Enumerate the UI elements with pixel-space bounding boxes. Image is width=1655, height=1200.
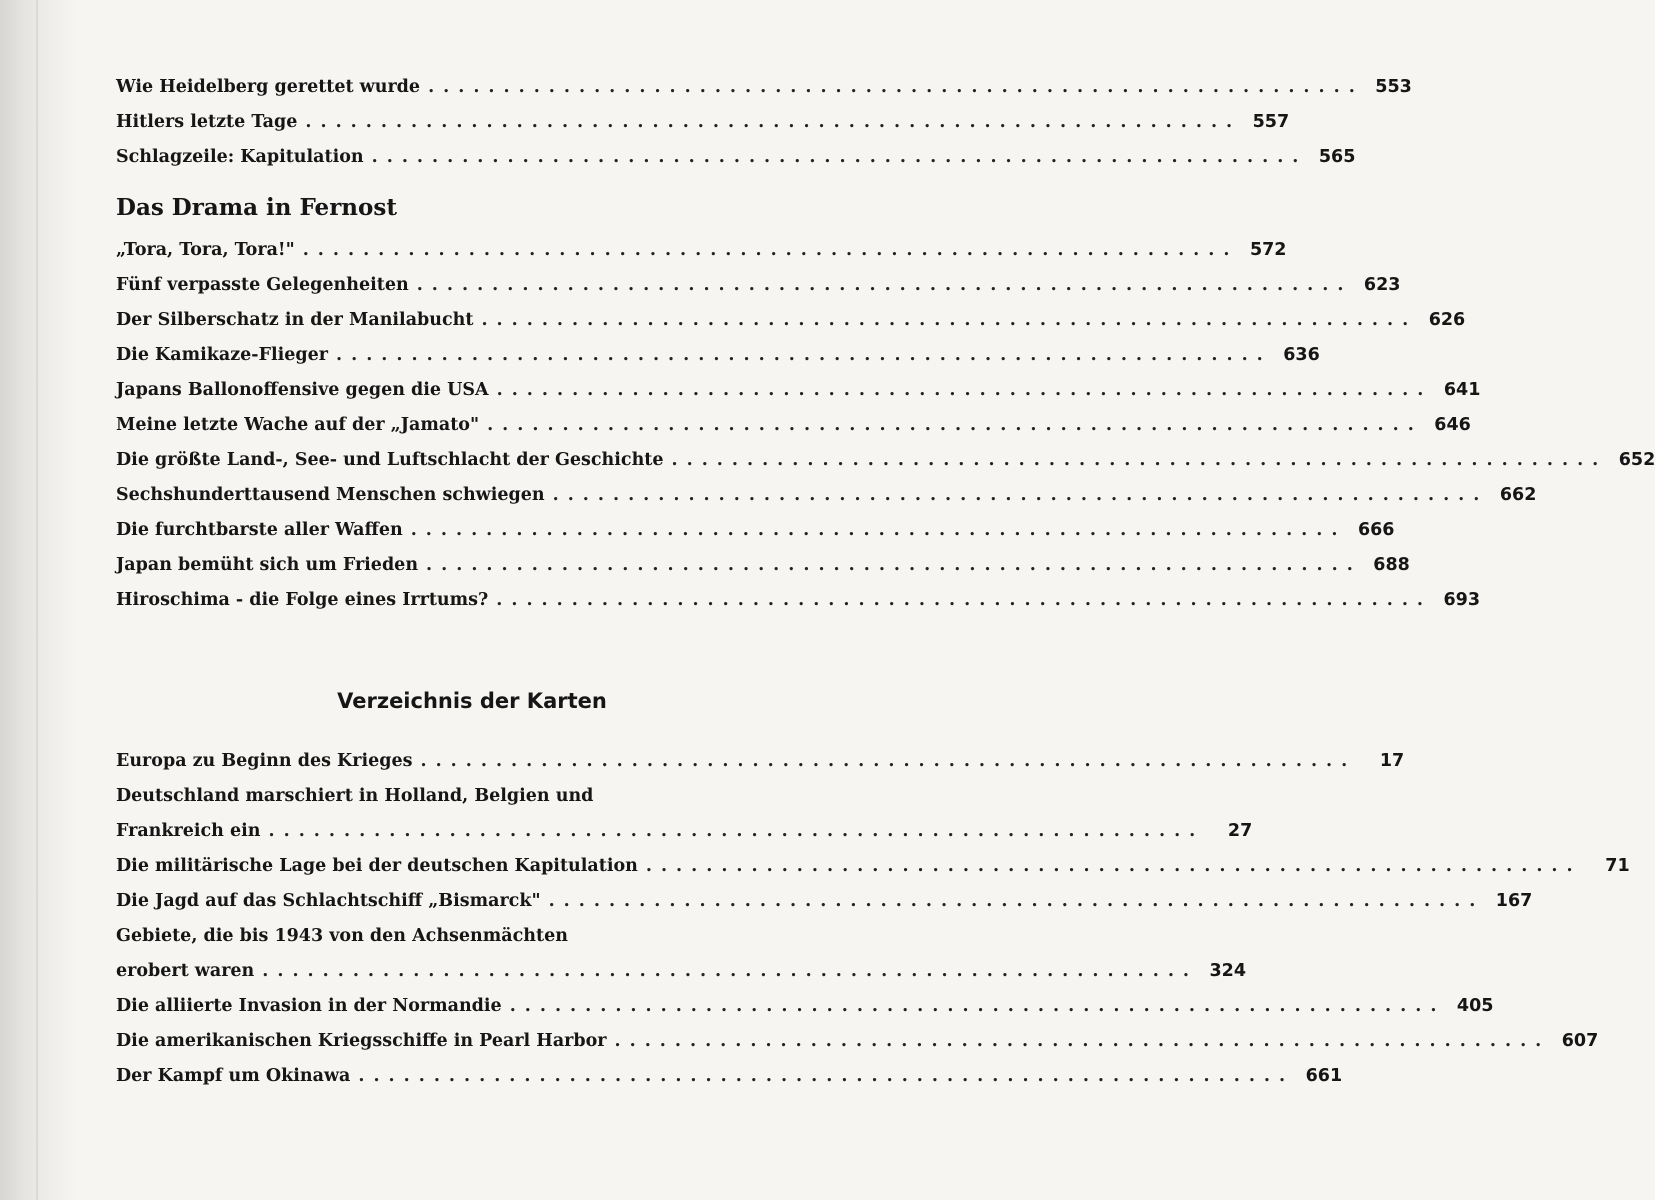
toc-entry [116, 478, 1537, 513]
toc-entry-title: Hiroschima - die Folge eines Irrtums? [116, 590, 489, 610]
map-entry-first-line [116, 919, 828, 954]
toc-entry-title: Die größte Land-, See- und Luftschlacht der Geschichte [116, 450, 664, 470]
leader-dots: .............................................................. [302, 240, 1239, 260]
toc-entry-page: 565 [1318, 147, 1356, 167]
leader-dots: .............................................................. [671, 450, 1608, 470]
map-entry-title-line1: Deutschland marschiert in Holland, Belgien und [116, 786, 594, 806]
toc-entry-page: 652 [1618, 450, 1655, 470]
leader-dots: .............................................................. [481, 310, 1418, 330]
map-entry [116, 744, 1405, 779]
leader-dots: .............................................................. [548, 891, 1485, 911]
toc-entry [116, 140, 1356, 175]
toc-entry-title: Fünf verpasste Gelegenheiten [116, 275, 409, 295]
toc-entry-page: 666 [1357, 520, 1395, 540]
toc-entry-page: 646 [1434, 415, 1471, 435]
toc-entry-page: 636 [1283, 345, 1320, 365]
leader-dots: .............................................................. [426, 555, 1362, 575]
maps-list-heading: Verzeichnis der Karten [337, 689, 607, 713]
toc-entry-page: 557 [1252, 112, 1290, 132]
table-of-contents-page [116, 70, 1655, 1094]
map-entry [116, 849, 1630, 884]
map-entry [116, 1024, 1599, 1059]
map-entry [116, 1059, 1343, 1094]
leader-dots: .............................................................. [416, 275, 1353, 295]
map-entry-page: 167 [1495, 891, 1533, 911]
toc-entry-title: „Tora, Tora, Tora!" [116, 240, 295, 260]
map-entry-page: 607 [1561, 1031, 1599, 1051]
map-entry-title: Die alliierte Invasion in der Normandie [116, 996, 502, 1016]
leader-dots: .............................................................. [305, 112, 1242, 132]
toc-list-top [116, 70, 1412, 175]
toc-entry-title: Japan bemüht sich um Frieden [116, 555, 419, 575]
toc-entry [116, 408, 1471, 443]
leader-dots: .............................................................. [358, 1066, 1295, 1086]
leader-dots: .............................................................. [410, 520, 1347, 540]
toc-entry-page: 553 [1375, 77, 1412, 97]
leader-dots: .............................................................. [371, 147, 1308, 167]
toc-list-fernost [116, 233, 1655, 618]
toc-entry-title: Die Kamikaze-Flieger [116, 345, 329, 365]
gutter-crease [36, 0, 38, 1200]
book-gutter-shadow [0, 0, 78, 1200]
toc-entry-title: Hitlers letzte Tage [116, 112, 298, 132]
map-entry-title: Die militärische Lage bei der deutschen Kapitulation [116, 856, 638, 876]
leader-dots: .............................................................. [487, 415, 1423, 435]
toc-entry [116, 233, 1287, 268]
toc-entry [116, 513, 1395, 548]
section-heading-fernost: Das Drama in Fernost [116, 194, 397, 221]
map-entry-first-line [116, 779, 828, 814]
toc-entry-page: 626 [1428, 310, 1466, 330]
toc-entry-title: Sechshunderttausend Menschen schwiegen [116, 485, 545, 505]
toc-entry [116, 303, 1466, 338]
leader-dots: .............................................................. [645, 856, 1582, 876]
toc-entry-page: 688 [1373, 555, 1410, 575]
maps-list [116, 744, 1630, 1094]
map-entry-page: 405 [1456, 996, 1494, 1016]
map-entry-title: erobert waren [116, 961, 255, 981]
toc-entry-page: 623 [1363, 275, 1401, 295]
map-entry-page: 661 [1305, 1066, 1343, 1086]
leader-dots: .............................................................. [496, 590, 1433, 610]
leader-dots: .............................................................. [509, 996, 1446, 1016]
leader-dots: .............................................................. [614, 1031, 1551, 1051]
map-entry-title: Der Kampf um Okinawa [116, 1066, 351, 1086]
map-entry [116, 954, 1247, 989]
toc-entry-page: 662 [1499, 485, 1537, 505]
toc-entry [116, 548, 1410, 583]
toc-entry-title: Meine letzte Wache auf der „Jamato" [116, 415, 480, 435]
leader-dots: .............................................................. [428, 77, 1364, 97]
leader-dots: .............................................................. [336, 345, 1272, 365]
map-entry-page: 27 [1227, 821, 1253, 841]
map-entry-title-line1: Gebiete, die bis 1943 von den Achsenmächten [116, 926, 568, 946]
map-entry-page: 71 [1605, 856, 1630, 876]
toc-entry [116, 70, 1412, 105]
map-entry-page: 17 [1379, 751, 1405, 771]
toc-entry-page: 572 [1249, 240, 1287, 260]
map-entry [116, 989, 1494, 1024]
toc-entry [116, 583, 1481, 618]
toc-entry [116, 443, 1655, 478]
leader-dots: .............................................................. [262, 961, 1199, 981]
map-entry-page: 324 [1209, 961, 1247, 981]
leader-dots: .............................................................. [496, 380, 1433, 400]
map-entry-title: Europa zu Beginn des Krieges [116, 751, 413, 771]
map-entry-title: Die amerikanischen Kriegsschiffe in Pearl Harbor [116, 1031, 607, 1051]
leader-dots: .............................................................. [268, 821, 1205, 841]
toc-entry-title: Wie Heidelberg gerettet wurde [116, 77, 421, 97]
toc-entry [116, 268, 1401, 303]
map-entry [116, 814, 1253, 849]
toc-entry-title: Die furchtbarste aller Waffen [116, 520, 403, 540]
map-entry [116, 884, 1533, 919]
toc-entry-title: Schlagzeile: Kapitulation [116, 147, 364, 167]
map-entry-title: Frankreich ein [116, 821, 261, 841]
map-entry-title: Die Jagd auf das Schlachtschiff „Bismarck" [116, 891, 541, 911]
toc-entry [116, 338, 1320, 373]
toc-entry [116, 373, 1481, 408]
toc-entry [116, 105, 1290, 140]
toc-entry-page: 641 [1443, 380, 1481, 400]
leader-dots: .............................................................. [552, 485, 1489, 505]
toc-entry-page: 693 [1443, 590, 1481, 610]
leader-dots: .............................................................. [420, 751, 1357, 771]
toc-entry-title: Japans Ballonoffensive gegen die USA [116, 380, 489, 400]
toc-entry-title: Der Silberschatz in der Manilabucht [116, 310, 474, 330]
